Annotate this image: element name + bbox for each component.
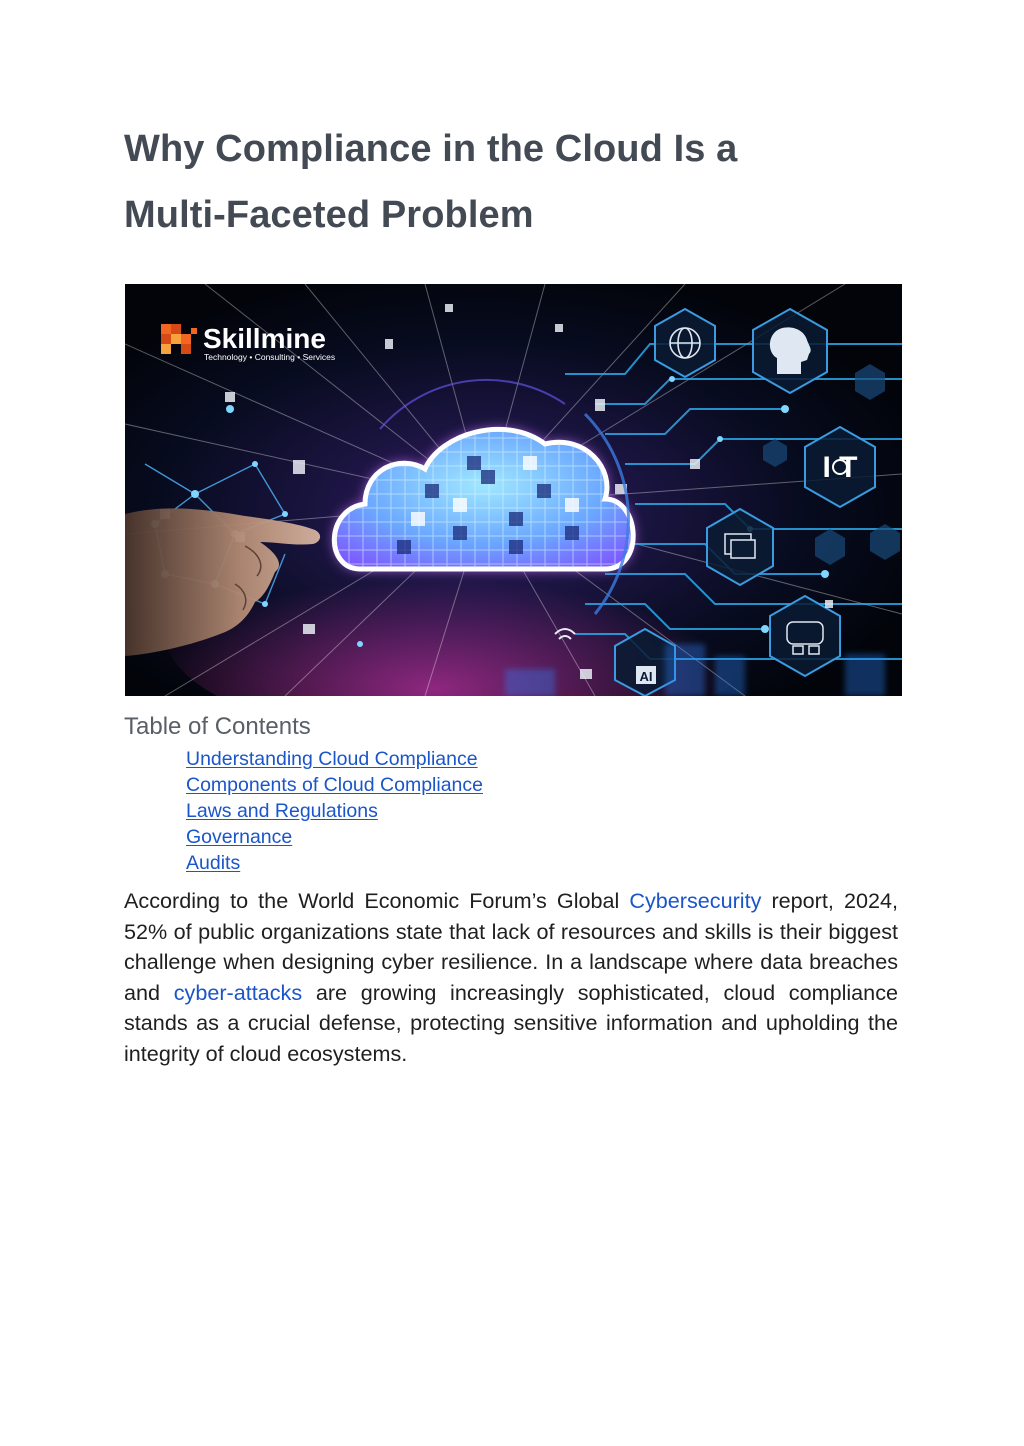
brand-name: Skillmine — [203, 323, 326, 354]
toc-item — [186, 746, 483, 772]
page-title-line-2: Multi-Faceted Problem — [124, 194, 534, 236]
cybersecurity-link[interactable]: Cybersecurity — [629, 888, 762, 913]
iot-badge: I T — [822, 451, 858, 484]
table-of-contents — [186, 746, 483, 876]
brand-tagline: Technology • Consulting • Services — [204, 352, 336, 362]
hero-image — [125, 284, 902, 696]
toc-link-audits[interactable]: Audits — [186, 852, 241, 874]
toc-link-laws-and-regulations[interactable]: Laws and Regulations — [186, 800, 378, 822]
toc-item — [186, 798, 483, 824]
toc-link-components-of-cloud-compliance[interactable]: Components of Cloud Compliance — [186, 774, 483, 796]
ai-badge: AI — [639, 669, 653, 684]
cyber-attacks-link[interactable]: cyber-attacks — [173, 979, 303, 1005]
intro-text-part-1: According to the World Economic Forum’s Global — [124, 888, 630, 913]
toc-heading: Table of Contents — [124, 713, 311, 740]
page-title-line-1: Why Compliance in the Cloud Is a — [124, 128, 738, 170]
cloud-compliance-illustration — [125, 284, 902, 696]
intro-paragraph — [124, 886, 898, 1070]
toc-item — [186, 850, 483, 876]
toc-link-governance[interactable]: Governance — [186, 826, 293, 848]
toc-item — [186, 824, 483, 850]
page-title — [124, 116, 904, 248]
intro-text-part-3: are growing increasingly sophisticated, cloud compliance stands as a crucial defense, protecting sensitive information and upholding the integrity of cloud ecosystems. — [124, 979, 898, 1066]
toc-item — [186, 772, 483, 798]
intro-text-part-2: report, 2024, 52% of public organizations state that lack of resources and skills is their biggest challenge when designing cyber resilience. In a landscape where data breaches and — [124, 888, 898, 1005]
toc-link-understanding-cloud-compliance[interactable]: Understanding Cloud Compliance — [186, 748, 478, 770]
